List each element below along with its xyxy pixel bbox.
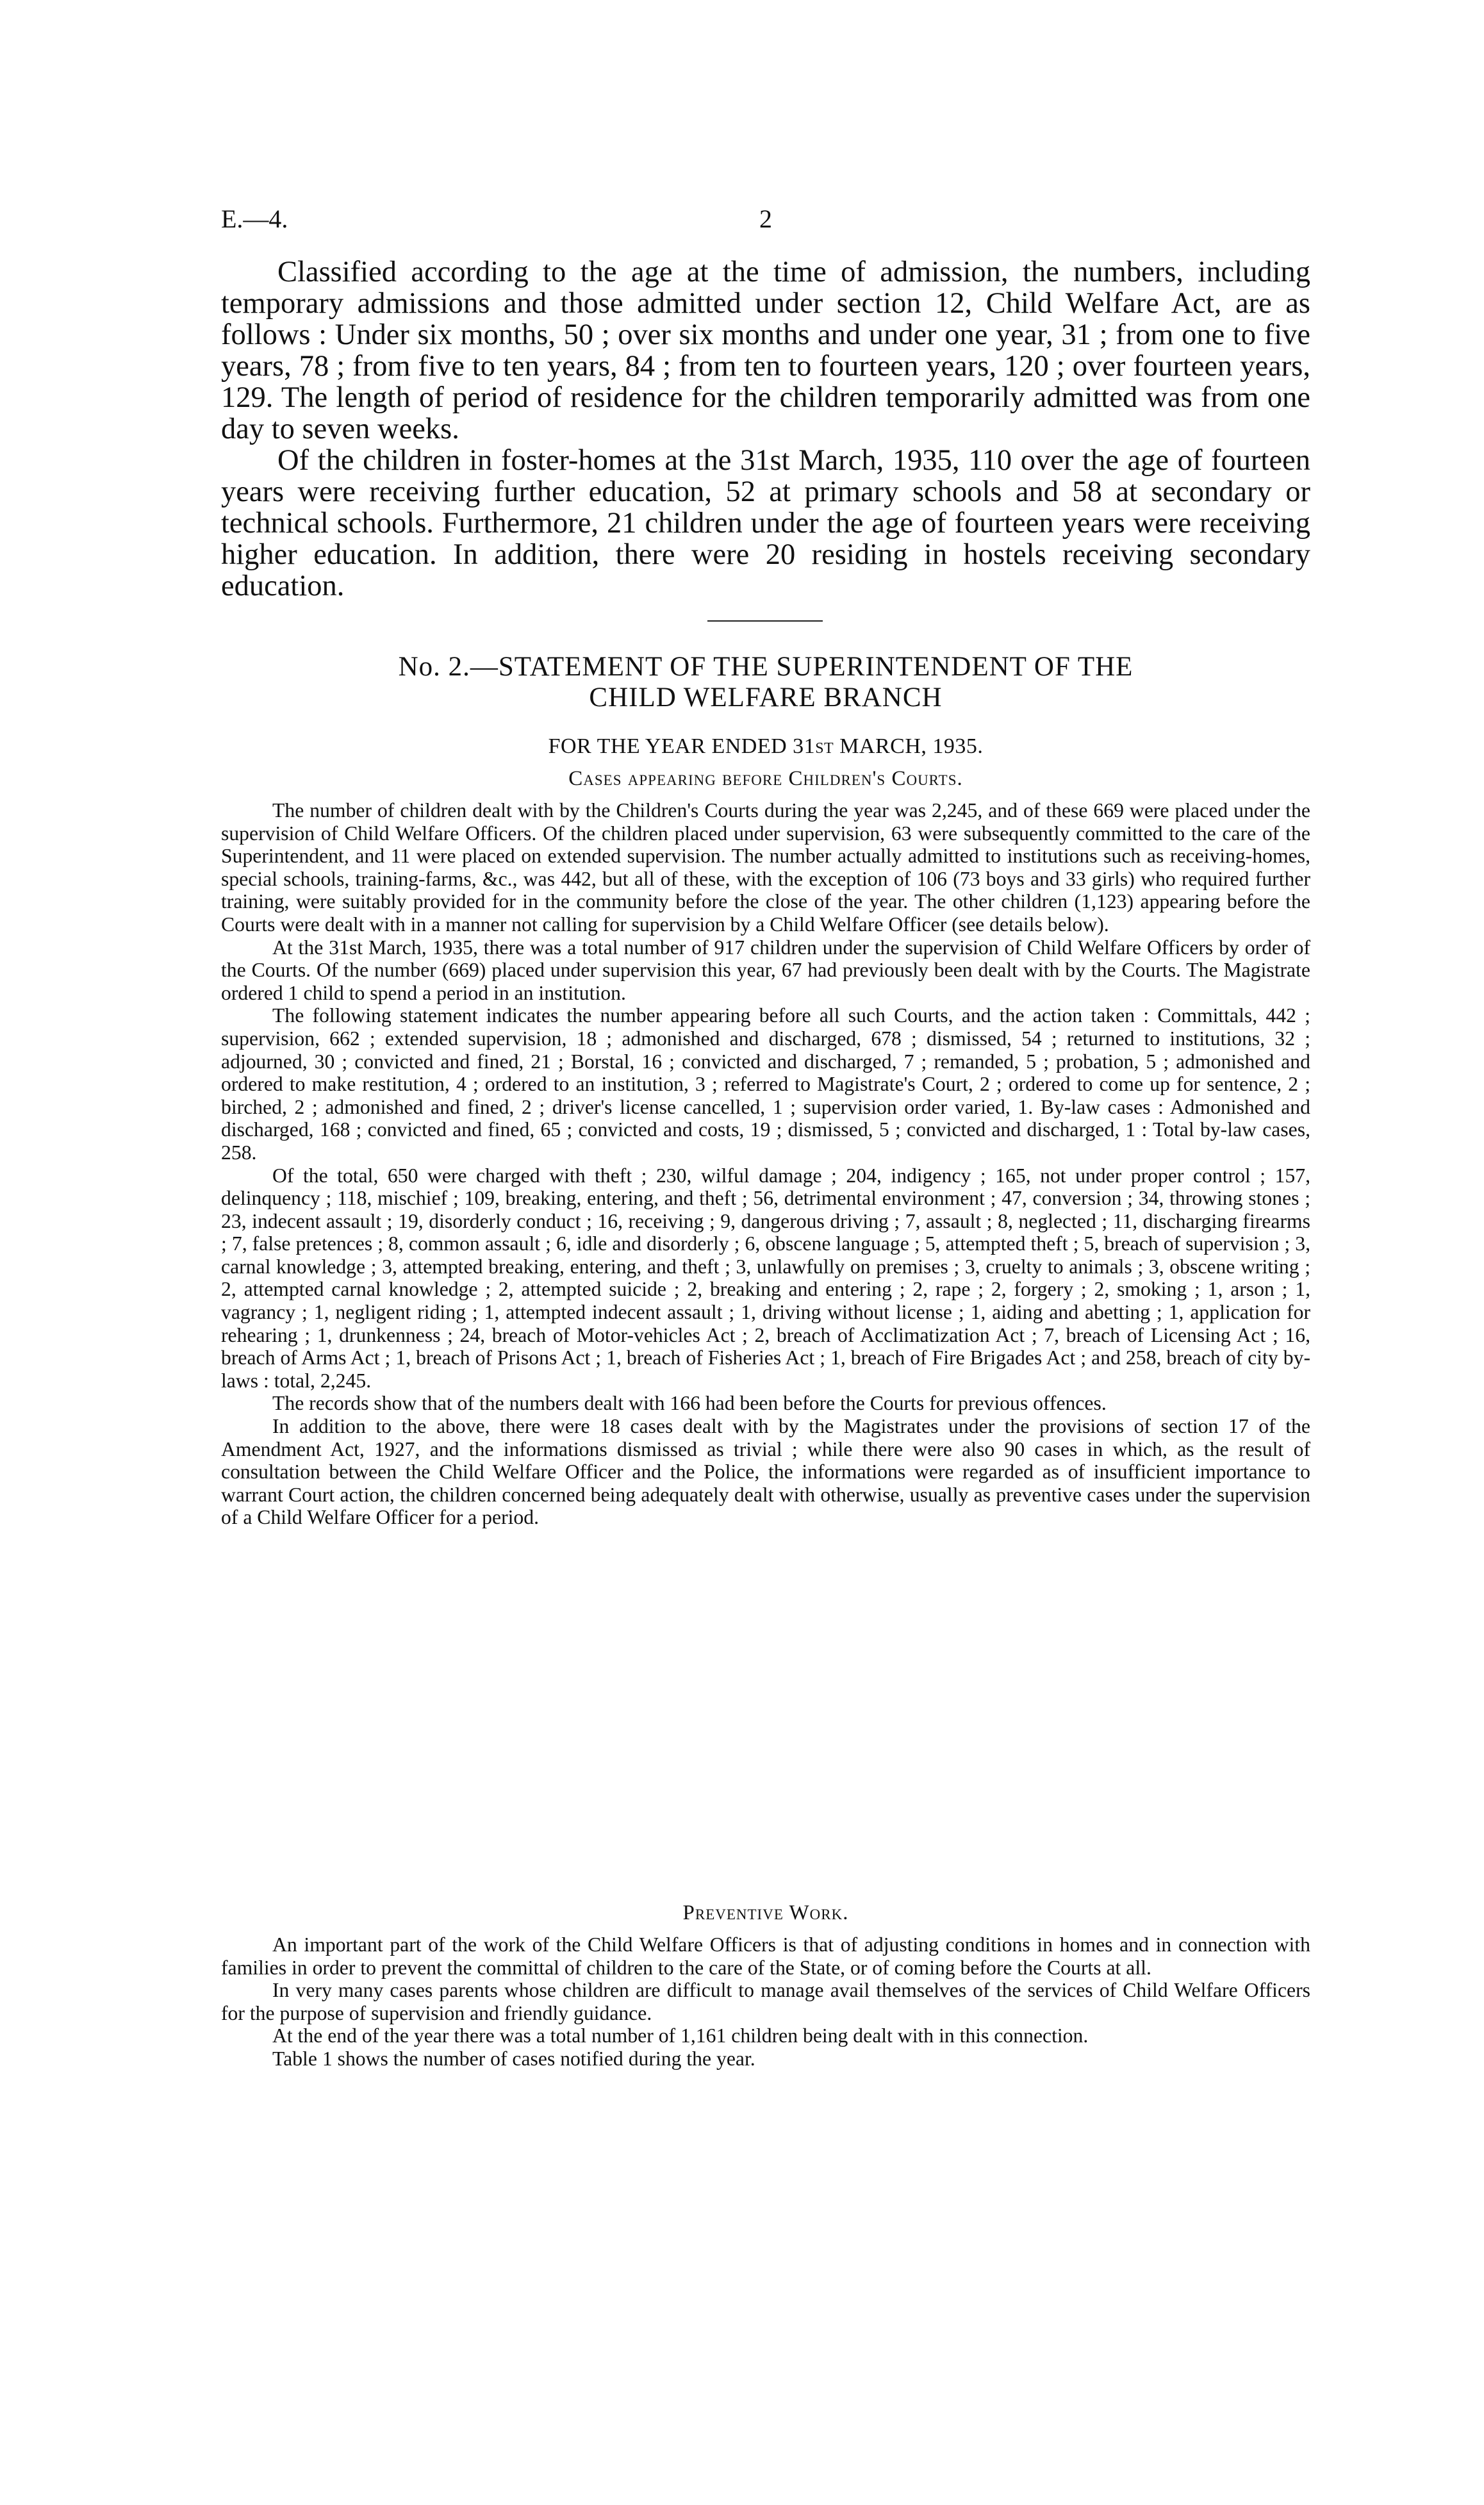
intro-paragraph-admissions: Classified according to the age at the time of admission, the numbers, including temporary admissions and those admitted under section 12, Child Welfare Act, are as follows : Under six months, 50 ; over six months and under one year, 31 ; from one to five years, 78 ; from five to ten years, 84 ; from ten to fourteen years, 120 ; over fourteen years, 129. The length of period of residence for the children temporarily admitted was from one day to seven weeks. — [221, 256, 1310, 445]
statement-year-line — [221, 734, 1310, 759]
preventive-section — [221, 1933, 1310, 2071]
courts-section — [221, 799, 1310, 1529]
statement-title-line-1: No. 2.—STATEMENT OF THE SUPERINTENDENT OF THE — [398, 652, 1134, 682]
year-line-prefix: FOR THE YEAR ENDED 31 — [548, 734, 816, 758]
page-number: 2 — [759, 204, 772, 233]
preventive-paragraph-adjusting: An important part of the work of the Child Welfare Officers is that of adjusting conditions in homes and in connection with families in order to prevent the committal of children to the care of the State, or of coming before the Courts at all. — [221, 1933, 1310, 1979]
courts-paragraph-actions: The following statement indicates the number appearing before all such Courts, and the action taken : Committals, 442 ; supervision, 662 ; extended supervision, 18 ; admonished and discharged, 678 ; dismissed, 54 ; returned to institutions, 32 ; adjourned, 30 ; convicted and fined, 21 ; Borstal, 16 ; convicted and discharged, 7 ; remanded, 5 ; probation, 5 ; admonished and ordered to make restitution, 4 ; ordered to an institution, 3 ; referred to Magistrate's Court, 2 ; ordered to come up for sentence, 2 ; birched, 2 ; admonished and fined, 2 ; driver's license cancelled, 1 ; supervision order varied, 1. By-law cases : Admonished and discharged, 168 ; convicted and fined, 65 ; convicted and costs, 19 ; dismissed, 5 ; convicted and discharged, 1 : Total by-law cases, 258. — [221, 1004, 1310, 1164]
year-line-suffix: MARCH, 1935. — [834, 734, 984, 758]
page-header — [221, 204, 1310, 242]
statement-title — [221, 652, 1310, 713]
preventive-paragraph-table: Table 1 shows the number of cases notified during the year. — [272, 2047, 755, 2070]
preventive-paragraph-parents: In very many cases parents whose children are difficult to manage avail themselves of the services of Child Welfare Officers for the purpose of supervision and friendly guidance. — [221, 1979, 1310, 2024]
preventive-heading: Preventive Work. — [682, 1901, 849, 1924]
courts-paragraph-summary: The number of children dealt with by the Children's Courts during the year was 2,245, and of these 669 were placed under the supervision of Child Welfare Officers. Of the children placed under supervision, 63 were subsequently committed to the care of the Superintendent, and 11 were placed on extended supervision. The number actually admitted to institutions such as receiving-homes, special schools, training-farms, &c., was 442, but all of these, with the exception of 106 (73 boys and 33 girls) who required further training, were suitably provided for in the community before the close of the year. The other children (1,123) appearing before the Courts were dealt with in a manner not calling for supervision by a Child Welfare Officer (see details below). — [221, 799, 1310, 936]
intro-paragraph-education: Of the children in foster-homes at the 31st March, 1935, 110 over the age of fourteen years were receiving further education, 52 at primary schools and 58 at secondary or technical schools. Furthermore, 21 children under the age of fourteen years were receiving higher education. In addition, there were 20 residing in hostels receiving secondary education. — [221, 444, 1310, 602]
document-reference: E.—4. — [221, 204, 288, 233]
courts-paragraph-additional: In addition to the above, there were 18 cases dealt with by the Magistrates under the provisions of section 17 of the Amendment Act, 1927, and the informations dismissed as trivial ; while there were also 90 cases in which, as the result of consultation between the Child Welfare Officer and the Police, the informations were regarded as of insufficient importance to warrant Court action, the children concerned being adequately dealt with otherwise, usually as preventive cases under the supervision of a Child Welfare Officer for a period. — [221, 1415, 1310, 1529]
section-divider — [707, 620, 823, 622]
intro-section — [221, 256, 1310, 602]
statement-title-line-2: CHILD WELFARE BRANCH — [589, 682, 943, 713]
courts-paragraph-records: The records show that of the numbers dealt with 166 had been before the Courts for previous offences. — [272, 1392, 1107, 1415]
courts-heading: Cases appearing before Children's Courts. — [568, 767, 963, 790]
courts-paragraph-supervision: At the 31st March, 1935, there was a total number of 917 children under the supervision of Child Welfare Officers by order of the Courts. Of the number (669) placed under supervision this year, 67 had previously been dealt with by the Courts. The Magistrate ordered 1 child to spend a period in an institution. — [221, 936, 1310, 1004]
year-line-ordinal: st — [815, 734, 834, 758]
courts-paragraph-charges: Of the total, 650 were charged with theft ; 230, wilful damage ; 204, indigency ; 165, not under proper control ; 157, delinquency ; 118, mischief ; 109, breaking, entering, and theft ; 56, detrimental environment ; 47, conversion ; 34, throwing stones ; 23, indecent assault ; 19, disorderly conduct ; 16, receiving ; 9, dangerous driving ; 7, assault ; 8, neglected ; 11, discharging firearms ; 7, false pretences ; 8, common assault ; 6, idle and disorderly ; 6, obscene language ; 5, attempted theft ; 5, breach of supervision ; 3, carnal knowledge ; 3, attempted breaking, entering, and theft ; 3, unlawfully on premises ; 3, cruelty to animals ; 3, obscene writing ; 2, attempted carnal knowledge ; 2, attempted suicide ; 2, breaking and entering ; 2, rape ; 2, forgery ; 2, smoking ; 1, arson ; 1, vagrancy ; 1, negligent riding ; 1, attempted indecent assault ; 1, driving without license ; 1, aiding and abetting ; 1, application for rehearing ; 1, drunkenness ; 24, breach of Motor-vehicles Act ; 2, breach of Acclimatization Act ; 7, breach of Licensing Act ; 16, breach of Arms Act ; 1, breach of Prisons Act ; 1, breach of Fisheries Act ; 1, breach of Fire Brigades Act ; and 258, breach of city by-laws : total, 2,245. — [221, 1164, 1310, 1392]
preventive-paragraph-total: At the end of the year there was a total number of 1,161 children being dealt with in this connection. — [272, 2024, 1089, 2047]
